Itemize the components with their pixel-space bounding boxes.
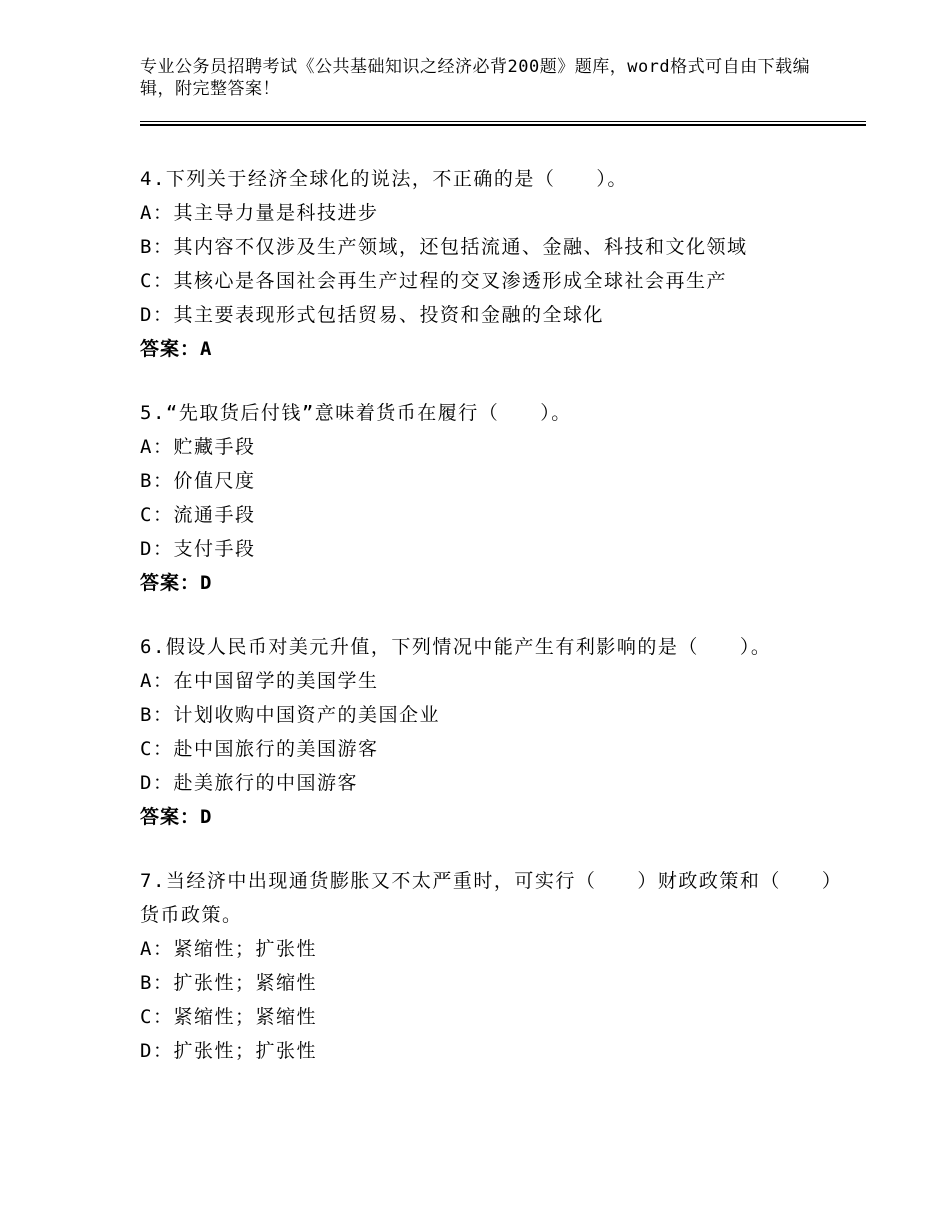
header-divider-thin: [140, 121, 866, 122]
option-a: A：在中国留学的美国学生: [140, 670, 379, 692]
option-b: B：其内容不仅涉及生产领域，还包括流通、金融、科技和文化领域: [140, 236, 748, 258]
option-b: B：计划收购中国资产的美国企业: [140, 704, 440, 726]
option-d: D：支付手段: [140, 538, 256, 560]
question-stem: 5.“先取货后付钱”意味着货币在履行（ ）。: [140, 402, 572, 424]
option-a: A：其主导力量是科技进步: [140, 202, 379, 224]
answer-line: 答案：D: [140, 572, 213, 594]
option-a: A：紧缩性；扩张性: [140, 938, 317, 960]
question-6: [140, 630, 840, 834]
question-7: [140, 864, 840, 1068]
option-a: A：贮藏手段: [140, 436, 256, 458]
header-divider-thick: [140, 124, 866, 126]
question-4: [140, 162, 840, 366]
question-stem: 4.下列关于经济全球化的说法，不正确的是（ ）。: [140, 168, 628, 190]
option-c: C：流通手段: [140, 504, 256, 526]
answer-line: 答案：A: [140, 338, 213, 360]
question-5: [140, 396, 840, 600]
option-c: C：其核心是各国社会再生产过程的交叉渗透形成全球社会再生产: [140, 270, 727, 292]
option-d: D：扩张性；扩张性: [140, 1040, 317, 1062]
option-d: D：赴美旅行的中国游客: [140, 772, 358, 794]
option-b: B：价值尺度: [140, 470, 256, 492]
option-d: D：其主要表现形式包括贸易、投资和金融的全球化: [140, 304, 604, 326]
question-list: [140, 162, 840, 1098]
question-stem: 6.假设人民币对美元升值，下列情况中能产生有利影响的是（ ）。: [140, 636, 772, 658]
question-stem: 7.当经济中出现通货膨胀又不太严重时，可实行（ ）财政政策和（ ）货币政策。: [140, 870, 833, 926]
option-b: B：扩张性；紧缩性: [140, 972, 317, 994]
answer-line: 答案：D: [140, 806, 213, 828]
document-header: 专业公务员招聘考试《公共基础知识之经济必背200题》题库，word格式可自由下载编辑，附完整答案！: [140, 57, 811, 99]
option-c: C：赴中国旅行的美国游客: [140, 738, 379, 760]
option-c: C：紧缩性；紧缩性: [140, 1006, 317, 1028]
